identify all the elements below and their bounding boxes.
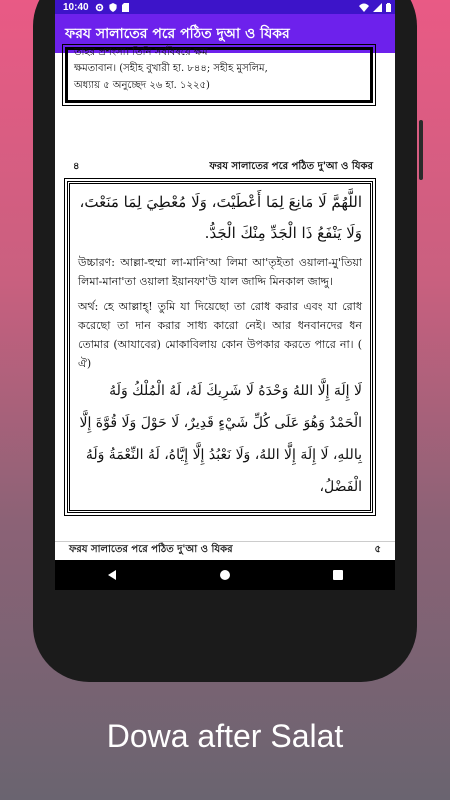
wifi-icon — [359, 3, 369, 12]
previous-text-line: অধ্যায় ৫ অনুচ্ছেদ ২৬ হা. ১২২৫) — [74, 80, 210, 91]
arabic-zikr: لَا إِلَهَ إِلَّا اللهُ وَحْدَهُ لَا شَرِيكَ لَهُ، لَهُ الْمُلْكُ وَلَهُ الْحَمْدُ وَهُوَ عَلَى كُلِّ شَيْءٍ قَدِيرٌ، لَا حَوْلَ وَلَا قُوَّةَ إِلَّا بِاللهِ، لَا إِلَهَ إِلَّا اللهُ، وَلَا نَعْبُدُ إِلَّا إِيَّاهُ، لَهُ النِّعْمَةُ وَلَهُ الْفَضْلُ، — [79, 383, 362, 495]
phone-frame — [33, 0, 417, 682]
navigation-bar — [55, 560, 395, 590]
promo-caption: Dowa after Salat — [106, 718, 344, 754]
next-page-number: ৫ — [374, 544, 381, 555]
next-page-header — [55, 541, 395, 560]
signal-icon — [373, 3, 382, 12]
meaning-text: অর্থ: হে আল্লাহ্! তুমি যা দিয়েছো তা রোধ করার এবং যা রোধ করেছো তা দান করার সাধ্য কারো নেই। আর ধনবানদের ধন তোমার (আযাবের) মোকাবিলায় কোন উপকার করতে পারে না। ( ঐ) — [78, 300, 362, 370]
app-title: ফরয সালাতের পরে পঠিত দুআ ও যিকর — [65, 25, 290, 42]
dua-box — [67, 181, 373, 513]
page-title: ফরয সালাতের পরে পঠিত দু'আ ও যিকর — [209, 161, 373, 172]
gear-icon — [95, 3, 104, 12]
page-number: ৪ — [73, 161, 80, 172]
previous-text-line: ক্ষমতাবান। (সহীহ বুখারী হা. ৮৪৪; সহীহ মুসলিম, — [74, 63, 268, 74]
book-page[interactable] — [55, 47, 395, 560]
page-header — [73, 159, 373, 176]
recents-icon[interactable] — [332, 569, 344, 581]
pronunciation-text: উচ্চারণ: আল্লা-হুম্মা লা-মানি'আ লিমা আ'তৃইতা ওয়ালা-মু'তিয়া লিমা-মানা'তা ওয়ালা ইয়ানফা'উ যাল জাদ্দি মিনকাল জাদ্দু। — [78, 256, 362, 288]
status-time: 10:40 — [63, 1, 89, 13]
phone-side-button — [419, 120, 423, 180]
previous-dua-box — [65, 47, 373, 103]
arabic-dua: اللَّهُمَّ لَا مَانِعَ لِمَا أَعْطَيْتَ، وَلَا مُعْطِيَ لِمَا مَنَعْتَ، وَلَا يَنْفَعُ ذَا الْجَدِّ مِنْكَ الْجَدُّ. — [79, 193, 362, 242]
battery-icon — [386, 3, 391, 12]
previous-text-line: তাহর প্রশংসা। তিনি সর্ববিষয়ে ক্ষম — [74, 47, 208, 58]
home-icon[interactable] — [219, 569, 231, 581]
sd-card-icon — [122, 3, 129, 12]
shield-icon — [109, 3, 117, 12]
status-bar — [55, 0, 395, 14]
next-page-title: ফরয সালাতের পরে পঠিত দু'আ ও যিকর — [69, 544, 233, 555]
back-icon[interactable] — [106, 569, 118, 581]
phone-screen — [55, 0, 395, 590]
